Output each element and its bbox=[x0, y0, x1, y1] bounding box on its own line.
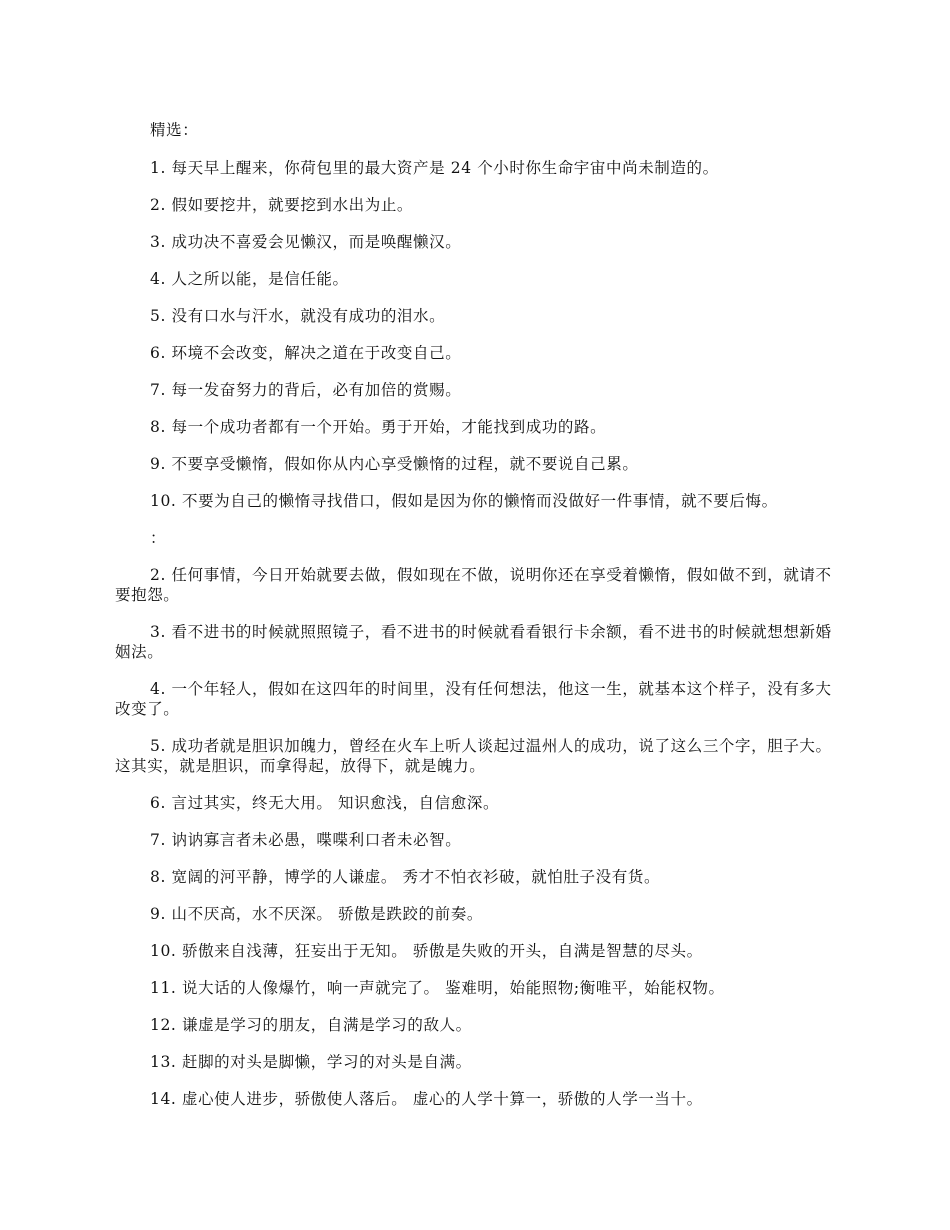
quote-item: 14. 虚心使人进步，骄傲使人落后。 虚心的人学十算一，骄傲的人学一当十。 bbox=[150, 1090, 703, 1108]
heading: 精选： bbox=[150, 121, 199, 139]
quote-item: 13. 赶脚的对头是脚懒，学习的对头是自满。 bbox=[150, 1053, 472, 1071]
quote-item: 1. 每天早上醒来，你荷包里的最大资产是 24 个小时你生命宇宙中尚未制造的。 bbox=[150, 159, 719, 177]
quote-item: 3. 成功决不喜爱会见懒汉，而是唤醒懒汉。 bbox=[150, 233, 462, 251]
quote-item: 4. 人之所以能，是信任能。 bbox=[150, 270, 349, 288]
quote-item: 2. 任何事情，今日开始就要去做，假如现在不做，说明你还在享受着懒惰，假如做不到，就请不要抱怨。 bbox=[115, 566, 832, 604]
quote-item: 3. 看不进书的时候就照照镜子，看不进书的时候就看看银行卡余额，看不进书的时候就想想新婚姻法。 bbox=[115, 623, 832, 661]
quote-item: 6. 环境不会改变，解决之道在于改变自己。 bbox=[150, 344, 462, 362]
quote-item: 7. 讷讷寡言者未必愚，喋喋利口者未必智。 bbox=[150, 831, 462, 849]
quote-item: 8. 宽阔的河平静，博学的人谦虚。 秀才不怕衣衫破，就怕肚子没有货。 bbox=[150, 868, 661, 886]
quote-item: 9. 不要享受懒惰，假如你从内心享受懒惰的过程，就不要说自己累。 bbox=[150, 455, 639, 473]
quote-item: 11. 说大话的人像爆竹，响一声就完了。 鉴难明，始能照物;衡唯平，始能权物。 bbox=[150, 979, 725, 997]
document-page bbox=[115, 120, 840, 1126]
quote-item: 7. 每一发奋努力的背后，必有加倍的赏赐。 bbox=[150, 381, 462, 399]
quote-item: 8. 每一个成功者都有一个开始。勇于开始，才能找到成功的路。 bbox=[150, 418, 607, 436]
section-separator: ： bbox=[150, 529, 167, 547]
quote-item: 10. 骄傲来自浅薄，狂妄出于无知。 骄傲是失败的开头，自满是智慧的尽头。 bbox=[150, 942, 703, 960]
quote-item: 5. 成功者就是胆识加魄力，曾经在火车上听人谈起过温州人的成功，说了这么三个字，胆子大。这其实，就是胆识，而拿得起，放得下，就是魄力。 bbox=[115, 737, 832, 775]
quote-item: 4. 一个年轻人，假如在这四年的时间里，没有任何想法，他这一生，就基本这个样子，没有多大改变了。 bbox=[115, 680, 832, 718]
quote-item: 2. 假如要挖井，就要挖到水出为止。 bbox=[150, 196, 414, 214]
quote-item: 9. 山不厌高，水不厌深。 骄傲是跌跤的前奏。 bbox=[150, 905, 483, 923]
quote-item: 5. 没有口水与汗水，就没有成功的泪水。 bbox=[150, 307, 446, 325]
quote-item: 6. 言过其实，终无大用。 知识愈浅，自信愈深。 bbox=[150, 794, 500, 812]
quote-item: 12. 谦虚是学习的朋友，自满是学习的敌人。 bbox=[150, 1016, 472, 1034]
quote-item: 10. 不要为自己的懒惰寻找借口，假如是因为你的懒惰而没做好一件事情，就不要后悔。 bbox=[150, 492, 778, 510]
